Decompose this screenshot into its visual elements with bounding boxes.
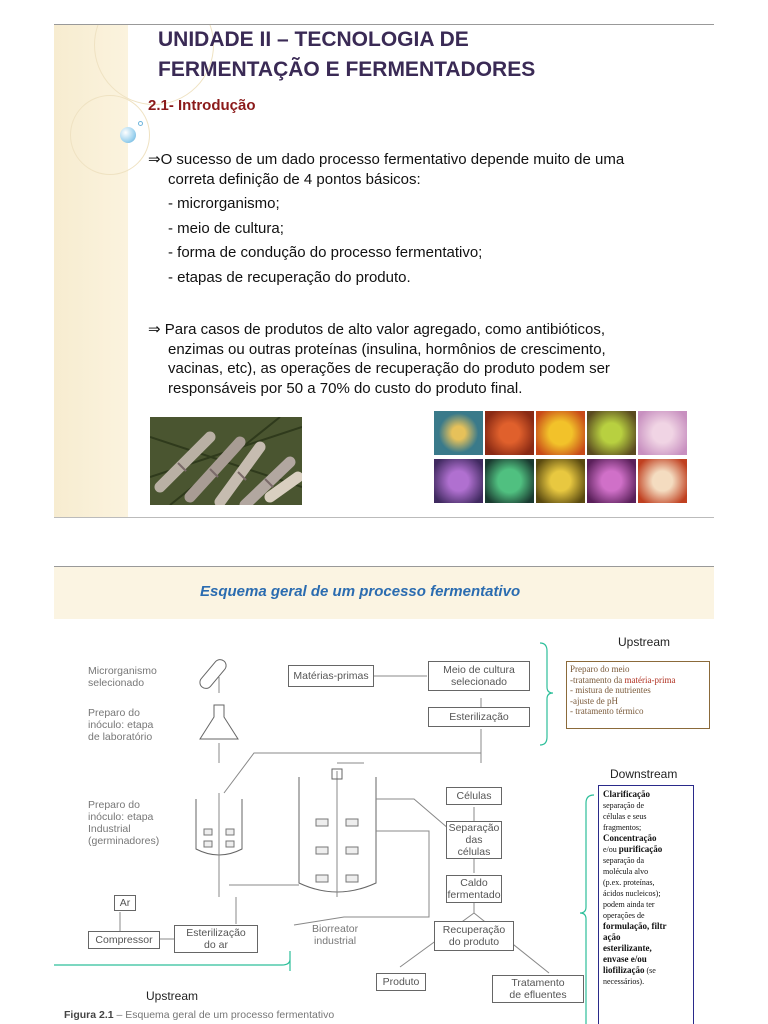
slide-esquema (54, 566, 714, 1024)
label-inoculo-industrial: Preparo do inóculo: etapa Industrial (germinadores) (88, 799, 160, 847)
bubble-icon (120, 127, 136, 143)
box-esterilizacao: Esterilização (428, 707, 530, 727)
box-compressor: Compressor (88, 931, 160, 949)
box-celulas: Células (446, 787, 502, 805)
box-caldo: Caldo fermentado (447, 877, 501, 901)
downstream-label: Downstream (610, 767, 678, 781)
label-biorreator: Biorreator industrial (312, 923, 359, 947)
decorative-circle (70, 95, 150, 175)
upstream-bottom-label: Upstream (146, 989, 199, 1003)
box-meio-cultura: Meio de cultura selecionado (428, 661, 530, 691)
box-esterilizacao-ar: Esterilização do ar (174, 925, 258, 953)
page-title: UNIDADE II – TECNOLOGIA DE FERMENTAÇÃO E FERMENTADORES (158, 28, 536, 81)
paragraph-1: ⇒O sucesso de um dado processo fermentativo depende muito de uma correta definição de 4 pontos básicos: - microrganismo; - meio de cultura; - forma de condução do processo fermentativo; - etapas de recuperação do produto. (148, 151, 625, 286)
bullet-item: - meio de cultura; (168, 219, 284, 237)
small-bubble-icon (138, 121, 143, 126)
diagram-title: Esquema geral de um processo fermentativo (200, 583, 521, 600)
bullet-item: - microrganismo; (168, 195, 280, 212)
box-recuperacao: Recuperação do produto (434, 921, 514, 951)
box-ar: Ar (114, 895, 136, 911)
slide-introducao (54, 24, 714, 518)
downstream-note: Clarificação separação de células e seus fragmentos; Concentração e/ou purificação separação da molécula alvo (p.ex. proteínas, ácidos nucleicos); podem ainda ter operações de formulação, filtr ação esterilizante, envase e/ou liofilização (se necessários). (598, 785, 694, 1024)
bullet-item: - etapas de recuperação do produto. (168, 268, 411, 286)
upstream-label: Upstream (618, 635, 671, 649)
box-materias-primas: Matérias-primas (288, 665, 374, 687)
bullet-item: - forma de condução do processo fermentativo; (168, 244, 483, 261)
figure-caption: Figura 2.1 – Esquema geral de um processo fermentativo (64, 1009, 335, 1021)
upstream-note: Preparo do meio -tratamento da matéria-prima - mistura de nutrientes -ajuste de pH - tratamento térmico (566, 661, 710, 729)
paragraph-2: ⇒ Para casos de produtos de alto valor agregado, como antibióticos, enzimas ou outras proteínas (insulina, hormônios de crescimento, vacinas, etc), as operações de recuperação do produto podem ser responsáveis por 50 a 70% do custo do produto final. (148, 321, 610, 397)
sugarcane-photo (150, 417, 302, 505)
label-microrganismo: Microrganismo selecionado (88, 665, 157, 689)
box-tratamento: Tratamento de efluentes (492, 975, 584, 1003)
section-subtitle: 2.1- Introdução (148, 97, 256, 114)
box-separacao: Separação das células (446, 821, 502, 859)
microorganisms-mosaic (434, 411, 689, 505)
label-inoculo-lab: Preparo do inóculo: etapa de laboratório (88, 707, 154, 743)
box-produto: Produto (376, 973, 426, 991)
